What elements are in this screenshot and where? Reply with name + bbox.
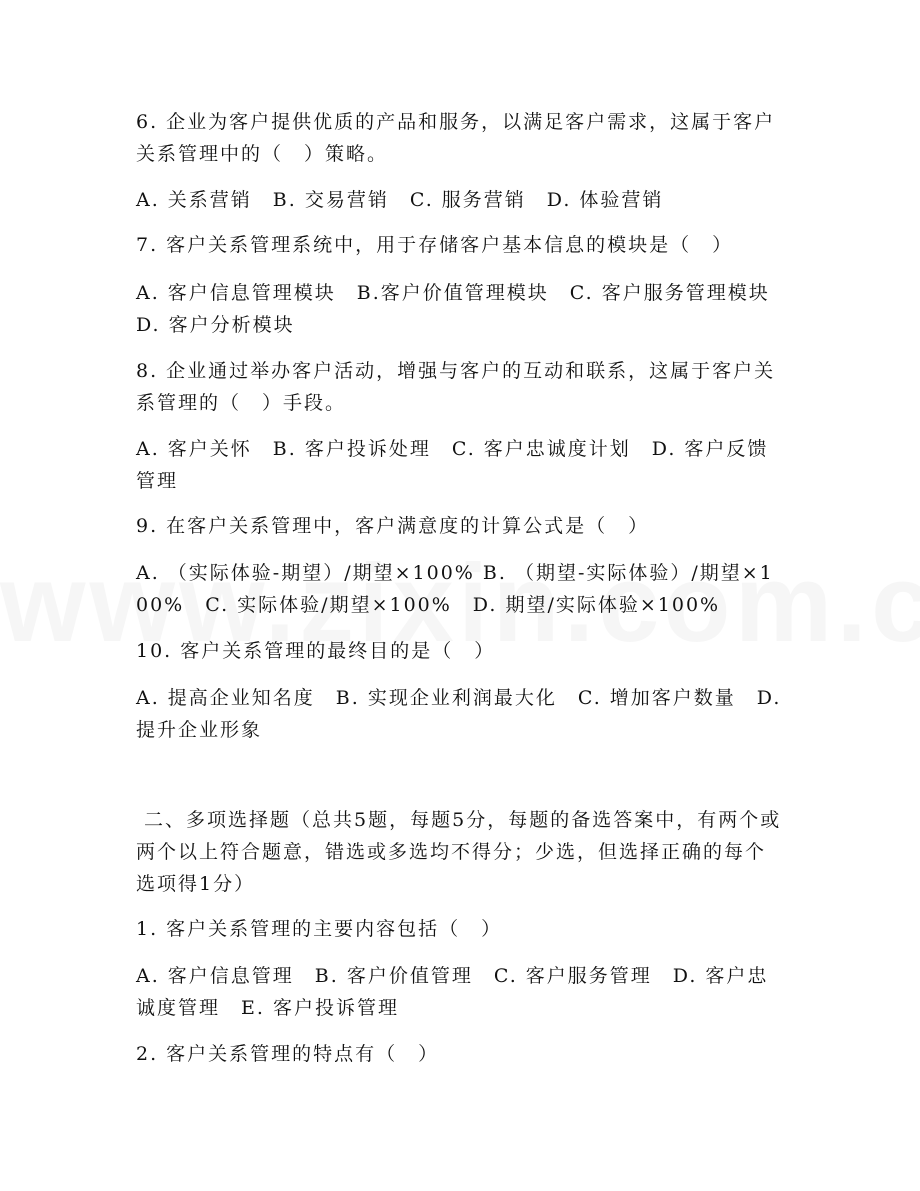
question-6-stem: 6. 企业为客户提供优质的产品和服务，以满足客户需求，这属于客户关系管理中的（ ）策略。 bbox=[136, 111, 776, 165]
question-6-options: A. 关系营销 B. 交易营销 C. 服务营销 D. 体验营销 bbox=[136, 189, 664, 211]
multi-question-1-options: A. 客户信息管理 B. 客户价值管理 C. 客户服务管理 D. 客户忠诚度管理 E. 客户投诉管理 bbox=[136, 965, 769, 1019]
question-8-stem: 8. 企业通过举办客户活动，增强与客户的互动和联系，这属于客户关系管理的（ ）手段。 bbox=[136, 360, 776, 414]
question-9-options: A. （实际体验-期望）/期望×100% B. （期望-实际体验）/期望×100% C. 实际体验/期望×100% D. 期望/实际体验×100% bbox=[136, 562, 774, 616]
section-2-heading: 二、多项选择题（总共5题，每题5分，每题的备选答案中，有两个或两个以上符合题意，错选或多选均不得分；少选，但选择正确的每个选项得1分） bbox=[136, 809, 782, 895]
question-9-stem: 9. 在客户关系管理中，客户满意度的计算公式是（ ） bbox=[136, 515, 650, 537]
question-7-options: A. 客户信息管理模块 B.客户价值管理模块 C. 客户服务管理模块 D. 客户分析模块 bbox=[136, 282, 791, 336]
multi-question-1-stem: 1. 客户关系管理的主要内容包括（ ） bbox=[136, 918, 503, 940]
multi-question-2-stem: 2. 客户关系管理的特点有（ ） bbox=[136, 1043, 440, 1065]
question-10-options: A. 提高企业知名度 B. 实现企业利润最大化 C. 增加客户数量 D. 提升企业形象 bbox=[136, 687, 790, 741]
question-8-options: A. 客户关怀 B. 客户投诉处理 C. 客户忠诚度计划 D. 客户反馈管理 bbox=[136, 438, 769, 492]
question-7-stem: 7. 客户关系管理系统中，用于存储客户基本信息的模块是（ ） bbox=[136, 234, 734, 256]
question-10-stem: 10. 客户关系管理的最终目的是（ ） bbox=[136, 640, 496, 662]
